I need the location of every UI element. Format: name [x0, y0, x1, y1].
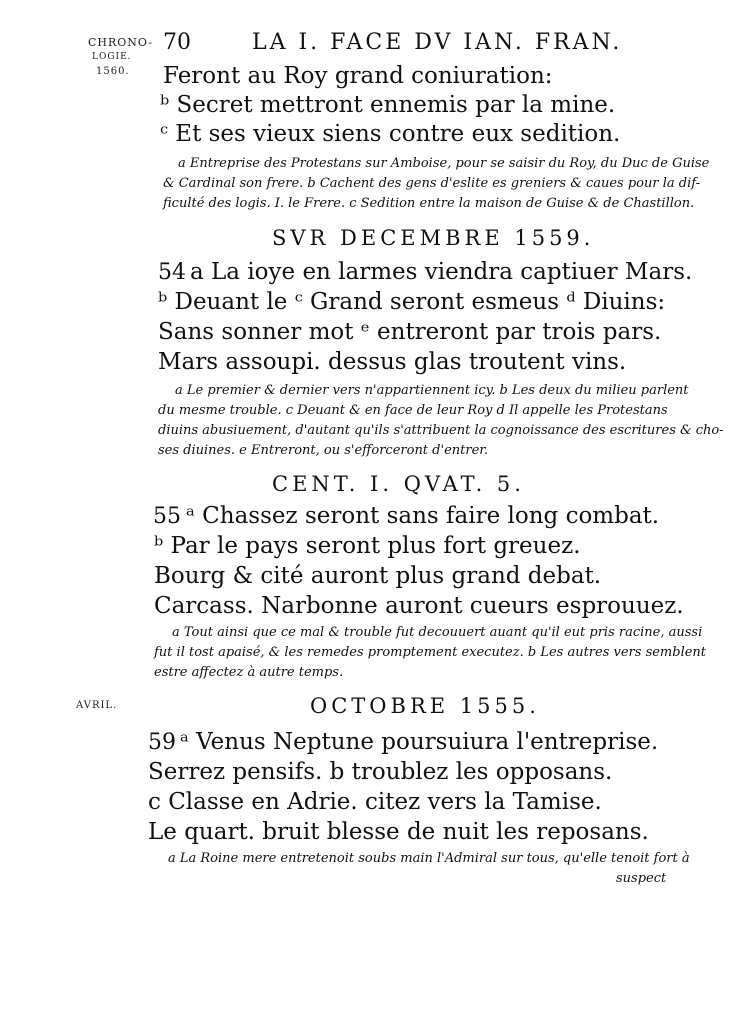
footnote-line: ses diuines. e Entreront, ou s'efforceront d'entrer.	[158, 443, 489, 458]
verse-line: Serrez pensifs. b troublez les opposans.	[148, 759, 613, 785]
verse-line: c Classe en Adrie. citez vers la Tamise.	[148, 789, 602, 815]
verse-line: Le quart. bruit blesse de nuit les reposans.	[148, 819, 649, 845]
verse-number: 55	[153, 504, 181, 529]
footnote-line: du mesme trouble. c Deuant & en face de leur Roy d Il appelle les Protestans	[158, 403, 668, 418]
verse-line: Bourg & cité auront plus grand debat.	[154, 563, 602, 589]
footnote-line: a Tout ainsi que ce mal & trouble fut decouuert auant qu'il eut pris racine, aussi	[172, 625, 703, 640]
footnote-line: & Cardinal son frere. b Cachent des gens d'eslite es greniers & caues pour la dif-	[163, 176, 700, 191]
footnote-line: estre affectez à autre temps.	[154, 665, 344, 680]
verse-line: Feront au Roy grand coniuration:	[163, 63, 553, 89]
verse-line: Mars assoupi. dessus glas troutent vins.	[158, 349, 627, 375]
footnote-line: fut il tost apaisé, & les remedes promptement executez. b Les autres vers semblent	[154, 645, 707, 660]
verse-line: ᵃ Venus Neptune poursuiura l'entreprise.	[180, 729, 659, 755]
margin-note-chronologie: CHRONO-	[88, 36, 154, 49]
margin-note-logie: LOGIE.	[92, 52, 132, 62]
section-heading: CENT. I. QVAT. 5.	[272, 472, 525, 496]
verse-line: ᵇ Secret mettront ennemis par la mine.	[160, 92, 616, 118]
verse-line: Sans sonner mot ᵉ entreront par trois pars.	[158, 319, 662, 345]
footnote-line: a Entreprise des Protestans sur Amboise, pour se saisir du Roy, du Duc de Guise	[178, 156, 710, 171]
verse-line: Carcass. Narbonne auront cueurs esprouuez.	[154, 593, 684, 619]
verse-line: a La ioye en larmes viendra captiuer Mars.	[190, 259, 693, 285]
footnote-line: suspect	[616, 871, 667, 886]
margin-note-year: 1560.	[96, 66, 130, 77]
verse-line: ᵇ Par le pays seront plus fort greuez.	[154, 533, 581, 559]
verse-line: ᵃ Chassez seront sans faire long combat.	[186, 503, 660, 529]
footnote-line: ficulté des logis. I. le Frere. c Sedition entre la maison de Guise & de Chastillon.	[163, 196, 695, 211]
page-number: 70	[163, 30, 191, 55]
page-title: LA I. FACE DV IAN. FRAN.	[252, 30, 623, 55]
verse-line: ᵇ Deuant le ᶜ Grand seront esmeus ᵈ Diuins:	[158, 289, 666, 315]
footnote-line: a La Roine mere entretenoit soubs main l'Admiral sur tous, qu'elle tenoit fort à	[168, 851, 690, 866]
verse-number: 54	[158, 260, 186, 285]
footnote-line: a Le premier & dernier vers n'appartiennent icy. b Les deux du milieu parlent	[175, 383, 689, 398]
section-heading: OCTOBRE 1555.	[310, 694, 540, 718]
footnote-line: diuins abusiuement, d'autant qu'ils s'attribuent la cognoissance des escritures & cho-	[158, 423, 724, 438]
verse-number: 59	[148, 730, 176, 755]
section-heading: SVR DECEMBRE 1559.	[272, 226, 595, 250]
margin-note-avril: AVRIL.	[76, 700, 118, 711]
verse-line: ᶜ Et ses vieux siens contre eux sedition.	[160, 121, 621, 147]
